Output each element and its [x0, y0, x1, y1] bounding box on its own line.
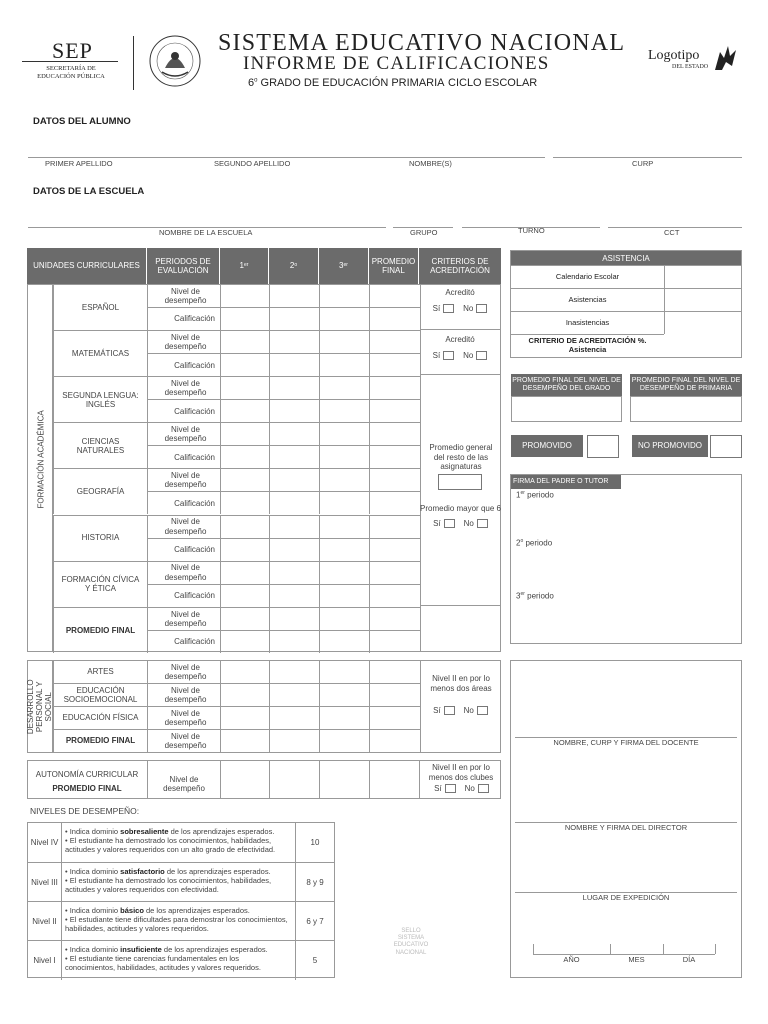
periodo-label: periodo: [523, 538, 553, 548]
nivel-score: 10: [295, 823, 334, 862]
secretaria-text: [22, 65, 120, 81]
grade-cell[interactable]: [369, 683, 420, 706]
nivel-row: [28, 862, 334, 901]
field-cct: CCT: [664, 228, 680, 237]
promedio-grado-header: PROMEDIO FINAL DEL NIVEL DE DESEMPEÑO DEL GRADO: [511, 374, 622, 396]
grade-cell[interactable]: [369, 399, 420, 422]
grade-cell[interactable]: [269, 330, 319, 353]
nivel-desempeno-label: Nivel de desempeño: [147, 706, 220, 729]
promedio-general-label: Promedio general del resto de las asignaturas: [429, 443, 493, 472]
grade-cell[interactable]: [269, 515, 319, 538]
periodo-sup: er: [520, 490, 525, 496]
promedio-grado-box[interactable]: [511, 396, 622, 422]
grade-cell[interactable]: [220, 307, 269, 330]
calificacion-label: Calificación: [147, 399, 220, 422]
dia-label: DÍA: [682, 955, 696, 964]
desc-bold: básico: [120, 906, 144, 915]
p3-num: 3: [339, 261, 344, 271]
grade-cell[interactable]: [220, 330, 269, 353]
header-criterios: CRITERIOS DE ACREDITACIÓN: [419, 248, 501, 284]
sep-logo-rule: [22, 61, 118, 62]
periodo-sup: er: [520, 591, 525, 597]
nivel-desempeno-label: Nivel de desempeño: [147, 660, 220, 683]
nivel-clubes-label: Nivel II en por lo menos dos clubes: [428, 763, 494, 782]
grade-cell[interactable]: [269, 706, 319, 729]
promedio-general-input[interactable]: [438, 474, 482, 490]
grade-cell[interactable]: [269, 422, 319, 445]
fecha-tick-2: [610, 944, 611, 954]
periodo-label: periodo: [524, 490, 554, 500]
datos-escuela-title: DATOS DE LA ESCUELA: [33, 186, 145, 197]
acredito-label: Acreditó: [445, 335, 475, 344]
firma-periodo-2: [516, 538, 552, 548]
asistencia-row-label: Asistencias: [511, 288, 664, 311]
fecha-tick-1: [533, 944, 534, 954]
grade-cell[interactable]: [220, 538, 269, 561]
grado-number: 6: [248, 77, 255, 89]
firmas-block: [510, 660, 742, 978]
si-label: Sí: [434, 784, 442, 793]
subject-name: CIENCIAS NATURALES: [53, 422, 147, 468]
nivel-row: [28, 823, 334, 862]
grade-cell[interactable]: [369, 538, 420, 561]
grade-cell[interactable]: [319, 607, 369, 630]
no-checkbox[interactable]: [478, 784, 489, 793]
nivel-label: Nivel II: [28, 902, 62, 941]
no-label: No: [464, 784, 475, 793]
grade-cell[interactable]: [220, 353, 269, 376]
si-checkbox[interactable]: [443, 304, 454, 313]
grade-cell[interactable]: [319, 422, 369, 445]
grade-cell[interactable]: [220, 729, 269, 752]
grade-cell[interactable]: [269, 683, 319, 706]
no-checkbox[interactable]: [477, 706, 488, 715]
grade-cell[interactable]: [220, 683, 269, 706]
nivel-row: [28, 940, 334, 979]
no-checkbox[interactable]: [476, 351, 487, 360]
autonomia-divider-2: [220, 761, 221, 798]
p1-num: 1: [239, 261, 244, 271]
grade-cell[interactable]: [319, 584, 369, 607]
nivel-score: 6 y 7: [295, 902, 334, 941]
desc-bold: sobresaliente: [120, 827, 169, 836]
header-unidades: UNIDADES CURRICULARES: [27, 248, 147, 284]
grade-cell[interactable]: [369, 729, 420, 752]
nivel-desempeno-label: Nivel de desempeño: [147, 284, 220, 307]
calificacion-label: Calificación: [147, 584, 220, 607]
nivel-desempeno-label: Nivel de desempeño: [147, 561, 220, 584]
grade-cell[interactable]: [269, 729, 319, 752]
nivel-desempeno-label: Nivel de desempeño: [147, 607, 220, 630]
grade-cell[interactable]: [269, 445, 319, 468]
grade-cell[interactable]: [269, 468, 319, 491]
si-label: Sí: [432, 304, 441, 313]
autonomia-promedio-label: PROMEDIO FINAL: [52, 784, 122, 793]
grade-cell[interactable]: [220, 284, 269, 307]
desc-post: de los aprendizajes esperados.: [143, 906, 250, 915]
field-curp: CURP: [632, 159, 654, 168]
formacion-academica-label: FORMACIÓN ACADÉMICA: [36, 410, 46, 509]
calificacion-label: Calificación: [147, 630, 220, 653]
grade-cell[interactable]: [369, 584, 420, 607]
grade-cell[interactable]: [369, 353, 420, 376]
grade-cell[interactable]: [319, 683, 369, 706]
state-logo-icon: [712, 44, 738, 72]
grade-cell[interactable]: [369, 630, 420, 653]
subject-name: FORMACIÓN CÍVICA Y ÉTICA: [53, 561, 147, 607]
asistencia-row-label: Inasistencias: [511, 311, 664, 334]
grade-cell[interactable]: [220, 607, 269, 630]
si-checkbox[interactable]: [443, 351, 454, 360]
grade-cell[interactable]: [319, 706, 369, 729]
grade-cell[interactable]: [319, 515, 369, 538]
grade-cell[interactable]: [220, 706, 269, 729]
grade-cell[interactable]: [369, 307, 420, 330]
grade-cell[interactable]: [220, 399, 269, 422]
grade-cell[interactable]: [319, 330, 369, 353]
grade-cell[interactable]: [220, 515, 269, 538]
desarrollo-subject: EDUCACIÓN SOCIOEMOCIONAL: [53, 683, 147, 706]
grade-cell[interactable]: [220, 422, 269, 445]
calificacion-label: Calificación: [147, 353, 220, 376]
header-periodo-1: [220, 248, 269, 284]
niveles-title: NIVELES DE DESEMPEÑO:: [30, 806, 140, 816]
grade-cell[interactable]: [319, 729, 369, 752]
autonomia-divider-6: [419, 761, 420, 798]
grade-cell[interactable]: [369, 376, 420, 399]
desc-pre: • Indica dominio: [65, 906, 121, 915]
grade-cell[interactable]: [369, 491, 420, 514]
grade-cell[interactable]: [220, 376, 269, 399]
si-checkbox[interactable]: [444, 519, 455, 528]
grade-cell[interactable]: [220, 468, 269, 491]
grade-cell[interactable]: [269, 561, 319, 584]
promedio-mayor-label: Promedio mayor que 6: [420, 504, 501, 513]
acredito-options: [420, 304, 500, 313]
alumno-curp-line: [553, 157, 742, 158]
acredito-label: Acreditó: [445, 288, 475, 297]
no-checkbox[interactable]: [477, 519, 488, 528]
acredito-options: [420, 351, 500, 360]
grade-cell[interactable]: [319, 538, 369, 561]
sello-watermark: SELLO SISTEMA EDUCATIVO NACIONAL: [393, 928, 429, 956]
nivel-desempeno-label: Nivel de desempeño: [147, 468, 220, 491]
promovido-label: PROMOVIDO: [511, 435, 583, 457]
alumno-field-line: [28, 157, 545, 158]
promedio-primaria-box[interactable]: [630, 396, 742, 422]
nivel-description: [65, 945, 291, 972]
header-promedio-final: PROMEDIO FINAL: [369, 248, 419, 284]
sep-logo-text: SEP: [52, 38, 93, 63]
desc-line-2: • El estudiante ha demostrado los conocimientos, habilidades, actitudes y valores requeridos con un alto grado de efectividad.: [65, 836, 276, 855]
p3-sup: er: [343, 262, 348, 269]
document-subtitle: INFORME DE CALIFICACIONES: [243, 53, 550, 74]
desarrollo-label: DESARROLLO PERSONAL Y SOCIAL: [26, 679, 54, 735]
grade-cell[interactable]: [369, 468, 420, 491]
si-checkbox[interactable]: [444, 706, 455, 715]
grades-table-header: [27, 248, 501, 284]
grade-cell[interactable]: [269, 584, 319, 607]
nivel-desempeno-label: Nivel de desempeño: [147, 376, 220, 399]
firma-periodo-3: [516, 591, 554, 601]
grade-cell[interactable]: [220, 584, 269, 607]
desc-pre: • Indica dominio: [65, 827, 121, 836]
firma-periodo-1: [516, 490, 554, 500]
grade-cell[interactable]: [319, 307, 369, 330]
grade-cell[interactable]: [319, 284, 369, 307]
nivel-label: Nivel I: [28, 941, 62, 980]
periodo-num: 3: [516, 591, 521, 601]
desc-post: de los aprendizajes esperados.: [168, 827, 275, 836]
grade-cell[interactable]: [269, 376, 319, 399]
grade-cell[interactable]: [369, 284, 420, 307]
secretaria-line-1: SECRETARÍA DE: [46, 65, 96, 72]
grade-cell[interactable]: [369, 660, 420, 683]
no-promovido-label: NO PROMOVIDO: [632, 435, 708, 457]
grade-cell[interactable]: [369, 515, 420, 538]
grade-cell[interactable]: [220, 491, 269, 514]
header-periodo-2: [269, 248, 319, 284]
calificacion-label: Calificación: [147, 538, 220, 561]
grade-cell[interactable]: [269, 399, 319, 422]
grade-cell[interactable]: [369, 445, 420, 468]
nivel-areas-label: Nivel II en por lo menos dos áreas: [430, 674, 492, 693]
nivel-description: [65, 827, 291, 854]
firma-padre-block: [510, 474, 742, 644]
grade-cell[interactable]: [220, 630, 269, 653]
grade-cell[interactable]: [319, 445, 369, 468]
grade-cell[interactable]: [269, 353, 319, 376]
document-title: SISTEMA EDUCATIVO NACIONAL: [218, 30, 626, 56]
field-turno: TURNO: [518, 226, 545, 235]
periodo-label: periodo: [524, 591, 554, 601]
grade-cell[interactable]: [319, 353, 369, 376]
nivel-desempeno-label: Nivel de desempeño: [147, 729, 220, 752]
autonomia-divider-3: [269, 761, 270, 798]
logotipo-text: Logotipo: [648, 48, 700, 63]
secretaria-line-2: EDUCACIÓN PÚBLICA: [37, 72, 105, 80]
promedio-primaria-header: PROMEDIO FINAL DEL NIVEL DE DESEMPEÑO DE PRIMARIA: [630, 374, 742, 396]
subject-name: HISTORIA: [53, 515, 147, 561]
periodo-num: 2: [516, 538, 521, 548]
field-grupo: GRUPO: [410, 228, 438, 237]
promovido-checkbox[interactable]: [587, 435, 619, 458]
del-estado-text: DEL ESTADO: [672, 64, 709, 70]
subject-name: GEOGRAFÍA: [53, 468, 147, 514]
autonomia-label: AUTONOMÍA CURRICULAR: [35, 770, 139, 779]
grade-cell[interactable]: [319, 660, 369, 683]
grade-cell[interactable]: [369, 422, 420, 445]
desc-pre: • Indica dominio: [65, 867, 121, 876]
nivel-desempeno-label: Nivel de desempeño: [147, 683, 220, 706]
si-checkbox[interactable]: [445, 784, 456, 793]
grade-cell[interactable]: [369, 561, 420, 584]
grade-cell[interactable]: [220, 561, 269, 584]
nivel-label: Nivel IV: [28, 823, 62, 862]
desc-post: de los aprendizajes esperados.: [164, 867, 271, 876]
asistencia-row-label: CRITERIO DE ACREDITACIÓN %. Asistencia: [511, 334, 664, 357]
nivel-desempeno-label: Nivel de desempeño: [147, 422, 220, 445]
grade-cell[interactable]: [319, 399, 369, 422]
nivel-score: 8 y 9: [295, 863, 334, 902]
promedio-mayor-options: [420, 519, 501, 528]
grade-cell[interactable]: [269, 538, 319, 561]
calificacion-label: Calificación: [147, 491, 220, 514]
asistencia-value-cell[interactable]: [664, 311, 741, 334]
grade-cell[interactable]: [319, 630, 369, 653]
header-divider: [133, 36, 134, 90]
periodo-num: 1: [516, 490, 521, 500]
criterios-divider-1: [420, 329, 501, 330]
header-periodos: PERIODOS DE EVALUACIÓN: [147, 248, 220, 284]
desc-line-2: • El estudiante tiene dificultades para demostrar los conocimientos, habilidades, actitudes y valores requeridos.: [65, 915, 288, 934]
desc-bold: insuficiente: [120, 945, 162, 954]
grade-cell[interactable]: [319, 491, 369, 514]
director-label: NOMBRE Y FIRMA DEL DIRECTOR: [564, 823, 688, 832]
fecha-tick-4: [715, 944, 716, 954]
si-label: Sí: [433, 519, 441, 528]
grade-cell[interactable]: [269, 607, 319, 630]
asistencia-value-cell[interactable]: [664, 288, 741, 311]
mes-label: MES: [628, 955, 645, 964]
si-label: Sí: [433, 706, 441, 715]
nivel-description: [65, 906, 291, 933]
asistencia-value-cell[interactable]: [664, 265, 741, 288]
nivel-clubes-options: [421, 784, 502, 793]
criterio-espanol: [420, 285, 500, 329]
calificacion-label: Calificación: [147, 445, 220, 468]
p2-sup: o: [294, 262, 298, 269]
datos-alumno-title: DATOS DEL ALUMNO: [33, 116, 131, 127]
nivel-score: 5: [295, 941, 334, 980]
no-label: No: [463, 706, 474, 715]
desarrollo-subject: ARTES: [53, 660, 147, 683]
grade-cell[interactable]: [319, 561, 369, 584]
field-nombres: NOMBRE(S): [409, 159, 452, 168]
field-nombre-escuela: NOMBRE DE LA ESCUELA: [159, 228, 253, 237]
grade-cell[interactable]: [369, 706, 420, 729]
si-label: Sí: [432, 351, 441, 360]
desarrollo-subject: PROMEDIO FINAL: [53, 729, 147, 752]
periodo-sup: o: [520, 538, 524, 544]
nivel-areas-options: [420, 706, 501, 715]
grade-cell[interactable]: [269, 284, 319, 307]
nivel-row: [28, 901, 334, 940]
grade-cell[interactable]: [269, 491, 319, 514]
subject-name: SEGUNDA LENGUA: INGLÉS: [53, 376, 147, 422]
niveles-table: [27, 822, 335, 978]
anio-label: AÑO: [563, 955, 580, 964]
no-checkbox[interactable]: [476, 304, 487, 313]
grade-cell[interactable]: [369, 330, 420, 353]
subject-name: ESPAÑOL: [53, 284, 147, 330]
grade-cell[interactable]: [220, 660, 269, 683]
fecha-tick-3: [663, 944, 664, 954]
nivel-label: Nivel III: [28, 863, 62, 902]
grado-sup: o: [254, 77, 258, 84]
national-seal-icon: [148, 34, 202, 88]
field-segundo-apellido: SEGUNDO APELLIDO: [214, 159, 291, 168]
grado-label: GRADO DE EDUCACIÓN PRIMARIA: [257, 77, 445, 89]
firma-padre-header: FIRMA DEL PADRE O TUTOR: [511, 475, 621, 489]
grade-cell[interactable]: [319, 468, 369, 491]
autonomia-divider-1: [147, 761, 148, 798]
asistencia-header: ASISTENCIA: [511, 251, 741, 266]
desc-bold: satisfactorio: [120, 867, 165, 876]
desc-line-2: • El estudiante tiene carencias fundamentales en los conocimientos, habilidades, actitudes y valores requeridos.: [65, 954, 261, 973]
p1-sup: er: [244, 262, 249, 269]
no-promovido-checkbox[interactable]: [710, 435, 742, 458]
docente-label: NOMBRE, CURP Y FIRMA DEL DOCENTE: [553, 738, 699, 747]
grade-cell[interactable]: [269, 630, 319, 653]
nivel-desempeno-label: Nivel de desempeño: [147, 330, 220, 353]
no-label: No: [463, 351, 474, 360]
grade-cell[interactable]: [269, 660, 319, 683]
calificacion-label: Calificación: [147, 307, 220, 330]
nivel-description: [65, 867, 291, 894]
field-primer-apellido: PRIMER APELLIDO: [45, 159, 113, 168]
desc-pre: • Indica dominio: [65, 945, 121, 954]
grade-cell[interactable]: [319, 376, 369, 399]
header-periodo-3: [319, 248, 369, 284]
criterio-matematicas: [420, 332, 500, 376]
desarrollo-subject: EDUCACIÓN FÍSICA: [53, 706, 147, 729]
desc-post: de los aprendizajes esperados.: [161, 945, 268, 954]
criterio-resto-box: [420, 374, 501, 606]
autonomia-block: [27, 760, 501, 799]
no-label: No: [463, 304, 474, 313]
lugar-label: LUGAR DE EXPEDICIÓN: [582, 893, 670, 902]
no-label: No: [463, 519, 474, 528]
subject-name: PROMEDIO FINAL: [53, 607, 147, 653]
autonomia-divider-5: [369, 761, 370, 798]
nivel-desempeno-label: Nivel de desempeño: [147, 515, 220, 538]
p2-num: 2: [289, 261, 295, 271]
asistencia-row-label: Calendario Escolar: [511, 265, 664, 288]
autonomia-nivel: Nivel de desempeño: [163, 775, 205, 793]
grado-text: [248, 77, 445, 89]
subject-name: MATEMÁTICAS: [53, 330, 147, 376]
ciclo-escolar-label: CICLO ESCOLAR: [448, 77, 538, 89]
desc-line-2: • El estudiante ha demostrado los conocimientos, habilidades, actitudes y valores requeridos con efectividad.: [65, 876, 272, 895]
autonomia-divider-4: [319, 761, 320, 798]
grade-cell[interactable]: [220, 445, 269, 468]
grade-cell[interactable]: [369, 607, 420, 630]
grade-cell[interactable]: [269, 307, 319, 330]
